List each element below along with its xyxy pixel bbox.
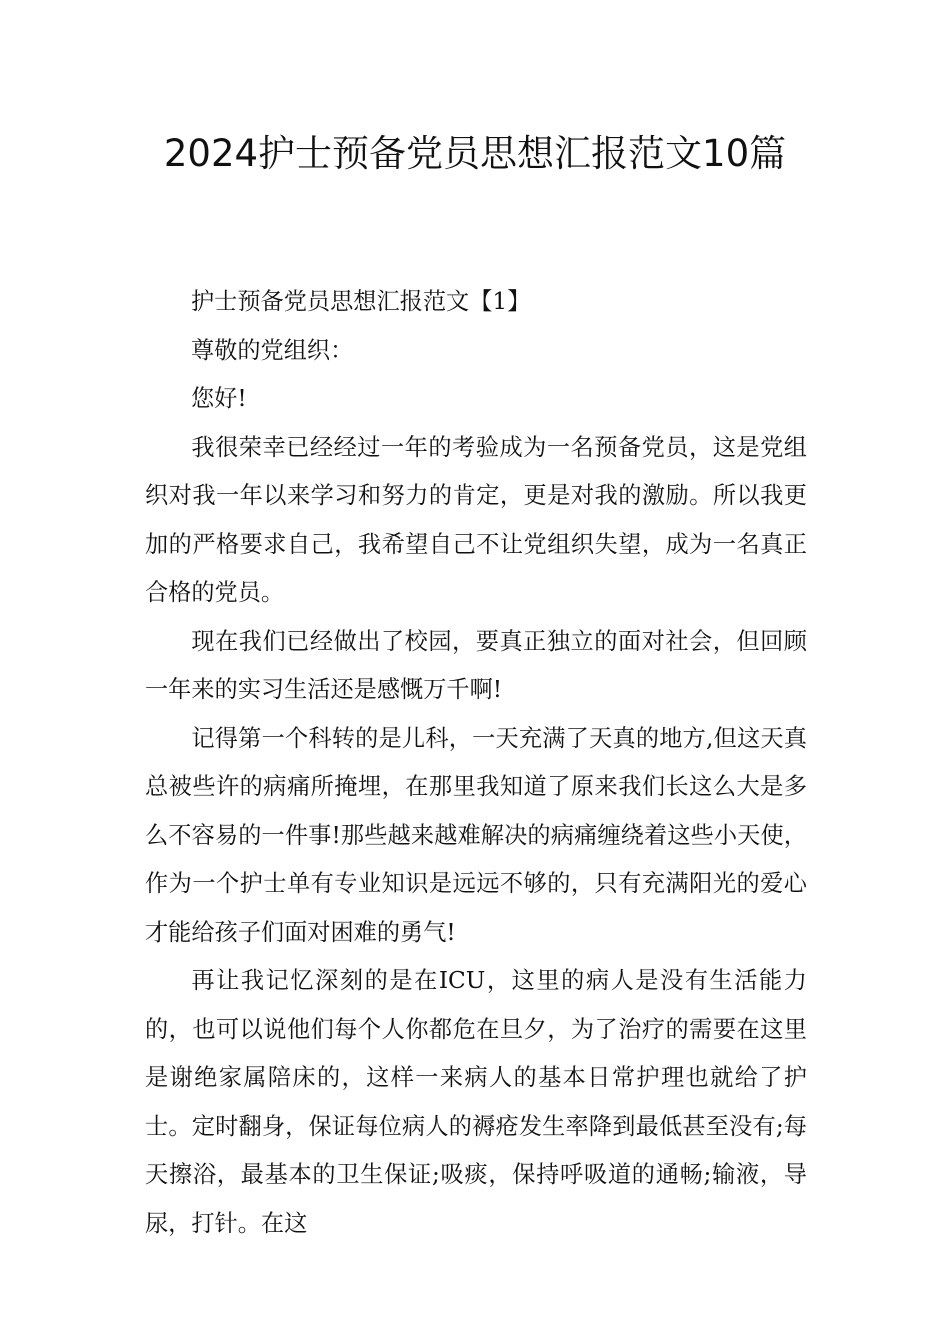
document-body xyxy=(145,278,807,1248)
body-paragraph: 记得第一个科转的是儿科，一天充满了天真的地方,但这天真总被些许的病痛所掩埋，在那里我知道了原来我们长这么大是多么不容易的一件事!那些越来越难解决的病痛缠绕着这些小天使，作为一个护士单有专业知识是远远不够的，只有充满阳光的爱心才能给孩子们面对困难的勇气! xyxy=(145,724,807,946)
body-paragraph: 现在我们已经做出了校园，要真正独立的面对社会，但回顾一年来的实习生活还是感慨万千啊! xyxy=(145,627,807,703)
body-paragraph: 再让我记忆深刻的是在ICU，这里的病人是没有生活能力的，也可以说他们每个人你都危在旦夕，为了治疗的需要在这里是谢绝家属陪床的，这样一来病人的基本日常护理也就给了护士。定时翻身，保证每位病人的褥疮发生率降到最低甚至没有;每天擦浴，最基本的卫生保证;吸痰，保持呼吸道的通畅;输液，导尿，打针。在这 xyxy=(145,967,807,1237)
section-heading: 护士预备党员思想汇报范文【1】 xyxy=(191,288,531,315)
greeting: 您好! xyxy=(191,385,247,412)
body-paragraph: 我很荣幸已经经过一年的考验成为一名预备党员，这是党组织对我一年以来学习和努力的肯定，更是对我的激励。所以我更加的严格要求自己，我希望自己不让党组织失望，成为一名真正合格的党员。 xyxy=(145,433,807,606)
salutation: 尊敬的党组织： xyxy=(191,336,354,364)
document-title: 2024护士预备党员思想汇报范文10篇 xyxy=(163,132,787,175)
